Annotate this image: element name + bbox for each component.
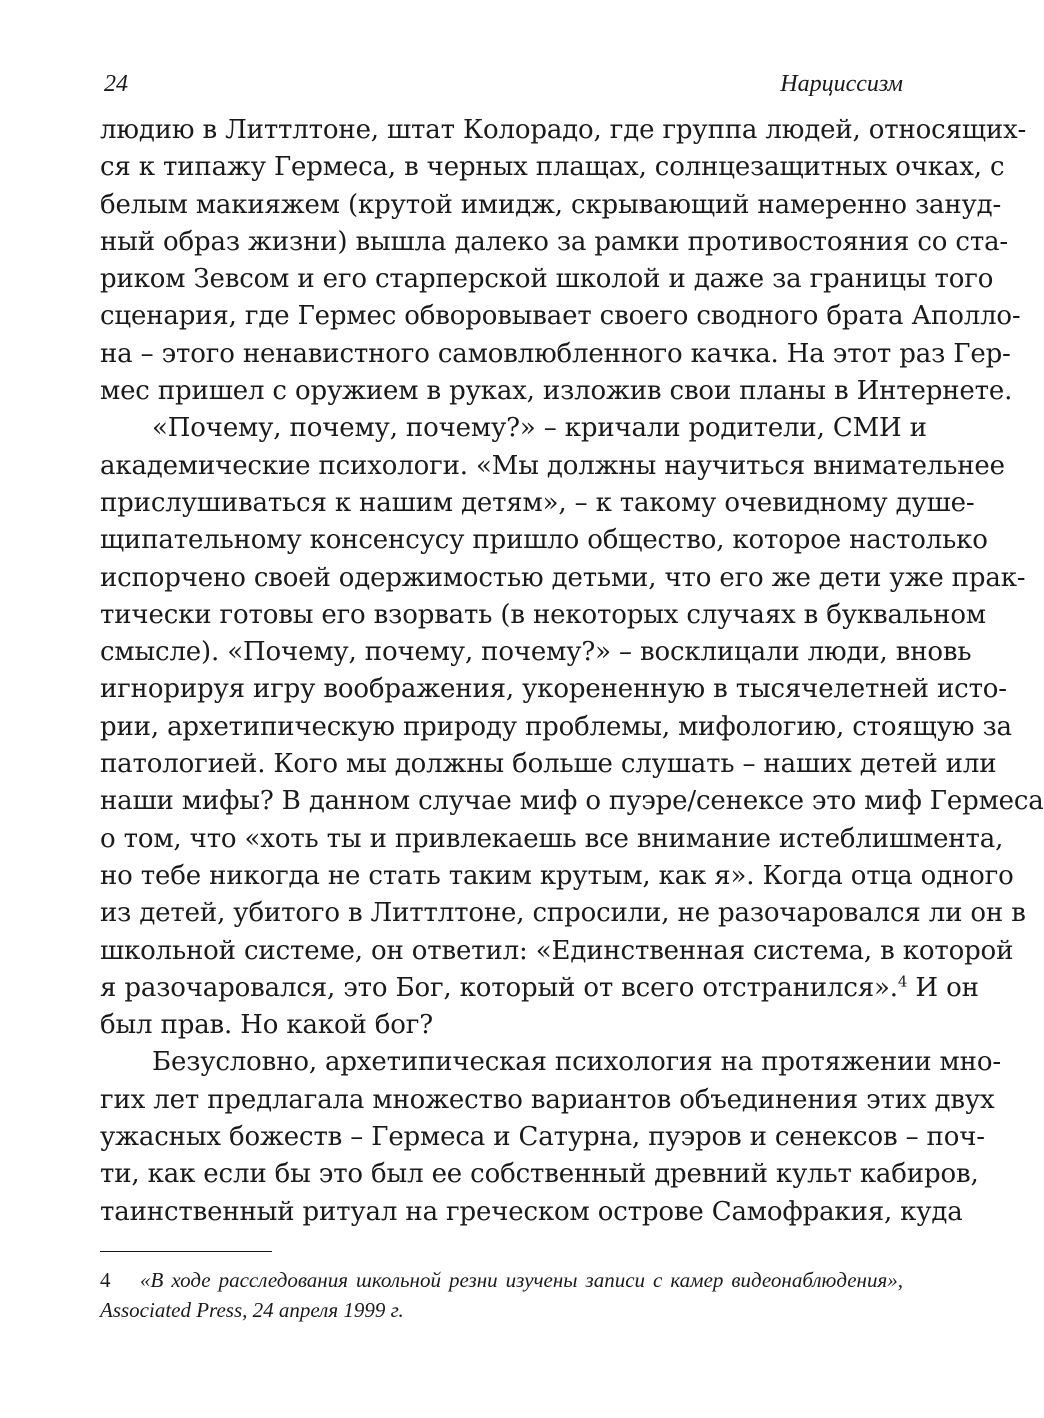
text-line: академические психологи. «Мы должны научиться внимательнее: [100, 450, 1005, 481]
text-line: был прав. Но какой бог?: [100, 1010, 434, 1041]
text-line: белым макияжем (крутой имидж, скрывающий намеренно зануд-: [100, 189, 1002, 220]
text-line: таинственный ритуал на греческом острове Самофракия, куда: [100, 1196, 963, 1227]
text-line: ся к типажу Гермеса, в черных плащах, солнцезащитных очках, с: [100, 152, 1005, 183]
text-line-with-note: [100, 970, 979, 1007]
text-line: ти, как если бы это был ее собственный древний культ кабиров,: [100, 1159, 979, 1190]
text-line: на – этого ненавистного самовлюбленного качка. На этот раз Гер-: [100, 338, 1011, 369]
footnote-reference[interactable]: 4: [897, 972, 908, 991]
text-line: из детей, убитого в Литтлтоне, спросили, не разочаровался ли он в: [100, 898, 1026, 929]
text-line: рии, архетипическую природу проблемы, мифологию, стоящую за: [100, 711, 1012, 742]
footnote-text: «В ходе расследования школьной резни изучены записи с камер видеонаблюдения»,: [140, 1268, 903, 1292]
text-line: сценария, где Гермес обворовывает своего сводного брата Аполло-: [100, 301, 1021, 332]
footnote-divider: [100, 1251, 272, 1252]
running-title: Нарциссизм: [780, 71, 903, 97]
text-line: но тебе никогда не стать таким крутым, как я». Когда отца одного: [100, 860, 1014, 891]
text-segment: я разочаровался, это Бог, который от всего отстранился».: [100, 972, 898, 1003]
text-line: ный образ жизни) вышла далеко за рамки противостояния со ста-: [100, 226, 1009, 257]
text-line: смысле). «Почему, почему, почему?» – восклицали люди, вновь: [100, 637, 972, 668]
body-text: [100, 112, 1044, 1231]
text-segment: И он: [907, 972, 979, 1003]
text-line: «Почему, почему, почему?» – кричали родители, СМИ и: [152, 413, 927, 444]
footnote-line: [100, 1265, 903, 1295]
page-number: 24: [104, 71, 128, 97]
text-line: о том, что «хоть ты и привлекаешь все внимание истеблишмента,: [100, 823, 1004, 854]
text-line: гих лет предлагала множество вариантов объединения этих двух: [100, 1084, 995, 1115]
text-line: Безусловно, архетипическая психология на протяжении мно-: [152, 1047, 1001, 1078]
running-head: [100, 66, 903, 102]
text-line: прислушиваться к нашим детям», – к такому очевидному душе-: [100, 487, 975, 518]
text-line: ужасных божеств – Гермеса и Сатурна, пуэров и сенексов – поч-: [100, 1122, 985, 1153]
footnotes: [100, 1265, 903, 1325]
text-line: испорчено своей одержимостью детьми, что его же дети уже прак-: [100, 562, 1026, 593]
text-line: мес пришел с оружием в руках, изложив свои планы в Интернете.: [100, 376, 1013, 407]
text-line: людию в Литтлтоне, штат Колорадо, где группа людей, относящих-: [100, 115, 1027, 145]
text-line: школьной системе, он ответил: «Единственная система, в которой: [100, 935, 1014, 966]
text-line: патологией. Кого мы должны больше слушать – наших детей или: [100, 749, 997, 780]
text-line: наши мифы? В данном случае миф о пуэре/сенексе это миф Гермеса: [100, 786, 1044, 817]
footnote-line: Associated Press, 24 апреля 1999 г.: [100, 1298, 404, 1322]
footnote-number: 4: [100, 1268, 111, 1292]
text-line: тически готовы его взорвать (в некоторых случаях в буквальном: [100, 599, 986, 630]
text-line: щипательному консенсусу пришло общество, которое настолько: [100, 525, 988, 556]
text-line: игнорируя игру воображения, укорененную в тысячелетней исто-: [100, 674, 1007, 705]
text-line: риком Зевсом и его старперской школой и даже за границы того: [100, 264, 994, 295]
